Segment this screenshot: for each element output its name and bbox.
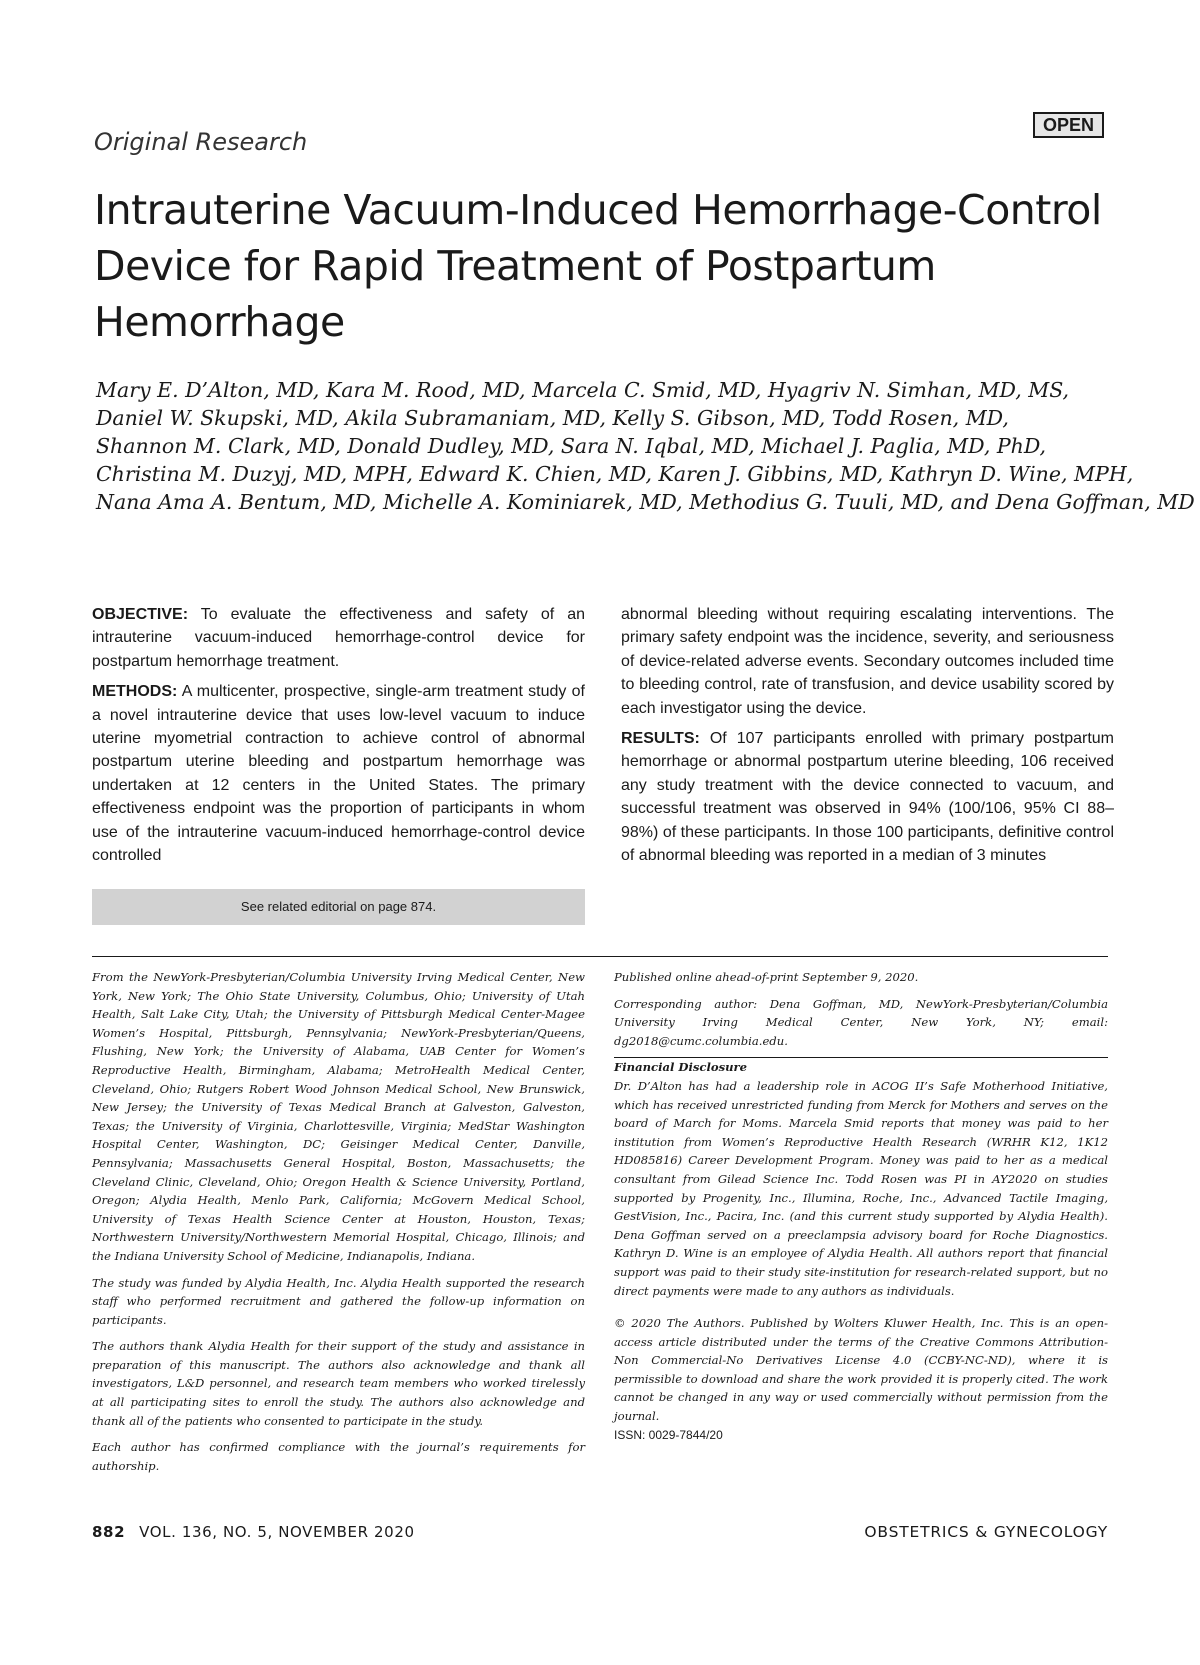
footer-left xyxy=(92,1523,415,1541)
results-label: RESULTS: xyxy=(621,730,700,748)
footnote-divider xyxy=(92,956,1108,957)
acknowledgments: The authors thank Alydia Health for their support of the study and assistance in preparation of this manuscript. The authors also acknowledge and thank all investigators, L&D personnel, and research team members who worked tirelessly at all participating sites to enroll the study. The authors also acknowledge and thank all of the patients who consented to participate in the study. xyxy=(92,1339,585,1428)
issn: ISSN: 0029-7844/20 xyxy=(614,1427,723,1442)
author-line: Daniel W. Skupski, MD, Akila Subramaniam, MD, Kelly S. Gibson, MD, Todd Rosen, MD, xyxy=(96,406,1009,430)
footnotes-right xyxy=(614,968,1108,1452)
article-title: Intrauterine Vacuum-Induced Hemorrhage-Control Device for Rapid Treatment of Postpartum Hemorrhage xyxy=(94,186,1102,346)
author-line: Mary E. D’Alton, MD, Kara M. Rood, MD, Marcela C. Smid, MD, Hyagriv N. Simhan, MD, MS, xyxy=(96,378,1070,402)
copyright-note: © 2020 The Authors. Published by Wolters Kluwer Health, Inc. This is an open-access article distributed under the terms of the Creative Commons Attribution-Non Commercial-No Derivatives License 4.0 (CCBY-NC-ND), where it is permissible to download and share the work provided it is properly cited. The work cannot be changed in any way or used commercially without permission from the journal. xyxy=(614,1316,1108,1424)
funding-note: The study was funded by Alydia Health, Inc. Alydia Health supported the research staff who performed recruitment and gathered the follow-up information on participants. xyxy=(92,1275,585,1327)
author-list xyxy=(96,376,1195,516)
disclosure-heading: Financial Disclosure xyxy=(614,1060,748,1075)
objective-text: To evaluate the effectiveness and safety of an intrauterine vacuum-induced hemorrhage-control device for postpartum hemorrhage treatment. xyxy=(92,606,585,670)
section-label: Original Research xyxy=(94,128,308,156)
abstract-methods xyxy=(92,680,585,867)
abstract-results xyxy=(621,727,1114,867)
open-access-badge: OPEN xyxy=(1033,112,1104,138)
methods-label: METHODS: xyxy=(92,683,178,701)
abstract-column-left xyxy=(92,603,585,874)
journal-name: OBSTETRICS & GYNECOLOGY xyxy=(864,1523,1108,1541)
author-line: Shannon M. Clark, MD, Donald Dudley, MD, Sara N. Iqbal, MD, Michael J. Paglia, MD, PhD, xyxy=(96,434,1047,458)
corresponding-author: Corresponding author: Dena Goffman, MD, NewYork-Presbyterian/Columbia University Irving Medical Center, New York, NY; email: dg2018@cumc.columbia.edu. xyxy=(614,996,1108,1048)
affiliations: From the NewYork-Presbyterian/Columbia University Irving Medical Center, New York, New York; The Ohio State University, Columbus, Ohio; University of Utah Health, Salt Lake City, Utah; the University of Pittsburgh Medical Center-Magee Women’s Hospital, Pittsburgh, Pennsylvania; NewYork-Presbyterian/Queens, Flushing, New York; the University of Alabama, UAB Center for Women’s Reproductive Health, Birmingham, Alabama; MetroHealth Medical Center, Cleveland, Ohio; Rutgers Robert Wood Johnson Medical School, New Brunswick, New Jersey; the University of Texas Medical Branch at Galveston, Galveston, Texas; the University of Virginia, Charlottesville, Virginia; MedStar Washington Hospital Center, Washington, DC; Geisinger Medical Center, Danville, Pennsylvania; Massachusetts General Hospital, Boston, Massachusetts; the Cleveland Clinic, Cleveland, Ohio; Oregon Health & Science University, Portland, Oregon; Alydia Health, Menlo Park, California; McGovern Medical School, University of Texas Health Science Center at Houston, Houston, Texas; Northwestern University/Northwestern Memorial Hospital, Chicago, Illinois; and the Indiana University School of Medicine, Indianapolis, Indiana. xyxy=(92,970,585,1263)
authorship-note: Each author has confirmed compliance with the journal’s requirements for authorship. xyxy=(92,1440,585,1473)
objective-label: OBJECTIVE: xyxy=(92,606,189,623)
abstract-objective xyxy=(92,603,585,673)
disclosure-divider xyxy=(614,1057,1108,1058)
author-line: Nana Ama A. Bentum, MD, Michelle A. Kominiarek, MD, Methodius G. Tuuli, MD, and Dena Goffman, MD xyxy=(96,490,1195,514)
issue-info: VOL. 136, NO. 5, NOVEMBER 2020 xyxy=(139,1523,415,1541)
methods-text: A multicenter, prospective, single-arm treatment study of a novel intrauterine device that uses low-level vacuum to induce uterine myometrial contraction to achieve control of abnormal postpartum uterine bleeding and postpartum hemorrhage was undertaken at 12 centers in the United States. The primary effectiveness endpoint was the proportion of participants in whom use of the intrauterine vacuum-induced hemorrhage-control device controlled xyxy=(92,683,585,865)
abstract-column-right xyxy=(621,603,1114,874)
related-editorial-note: See related editorial on page 874. xyxy=(92,889,585,925)
published-note: Published online ahead-of-print September 9, 2020. xyxy=(614,970,919,984)
footnotes-left xyxy=(92,968,585,1483)
disclosure-text: Dr. D’Alton has had a leadership role in ACOG II’s Safe Motherhood Initiative, which has received unrestricted funding from Merck for Mothers and serves on the board of March for Moms. Marcela Smid reports that money was paid to her institution from Women’s Reproductive Health Research (WRHR K12, 1K12 HD085816) Career Development Program. Money was paid to her as a medical consultant from Gilead Science Inc. Todd Rosen was PI in AY2020 on studies supported by Progenity, Inc., Illumina, Roche, Inc., Advanced Tactile Imaging, GestVision, Inc., Pacira, Inc. (and this current study supported by Alydia Health). Dena Goffman served on a preeclampsia advisory board for Roche Diagnostics. Kathryn D. Wine is an employee of Alydia Health. All authors report that financial support was paid to their study site-institution for research-related support, but no direct payments were made to any authors as individuals. xyxy=(614,1078,1108,1298)
author-line: Christina M. Duzyj, MD, MPH, Edward K. Chien, MD, Karen J. Gibbins, MD, Kathryn D. Wine, MPH, xyxy=(96,462,1134,486)
page-number: 882 xyxy=(92,1523,126,1541)
results-text: Of 107 participants enrolled with primary postpartum hemorrhage or abnormal postpartum uterine bleeding, 106 received any study treatment with the device connected to vacuum, and successful treatment was observed in 94% (100/106, 95% CI 88–98%) of these participants. In those 100 participants, definitive control of abnormal bleeding was reported in a median of 3 minutes xyxy=(621,730,1114,865)
methods-continued: abnormal bleeding without requiring escalating interventions. The primary safety endpoint was the incidence, severity, and seriousness of device-related adverse events. Secondary outcomes included time to bleeding control, rate of transfusion, and device usability scored by each investigator using the device. xyxy=(621,606,1114,717)
